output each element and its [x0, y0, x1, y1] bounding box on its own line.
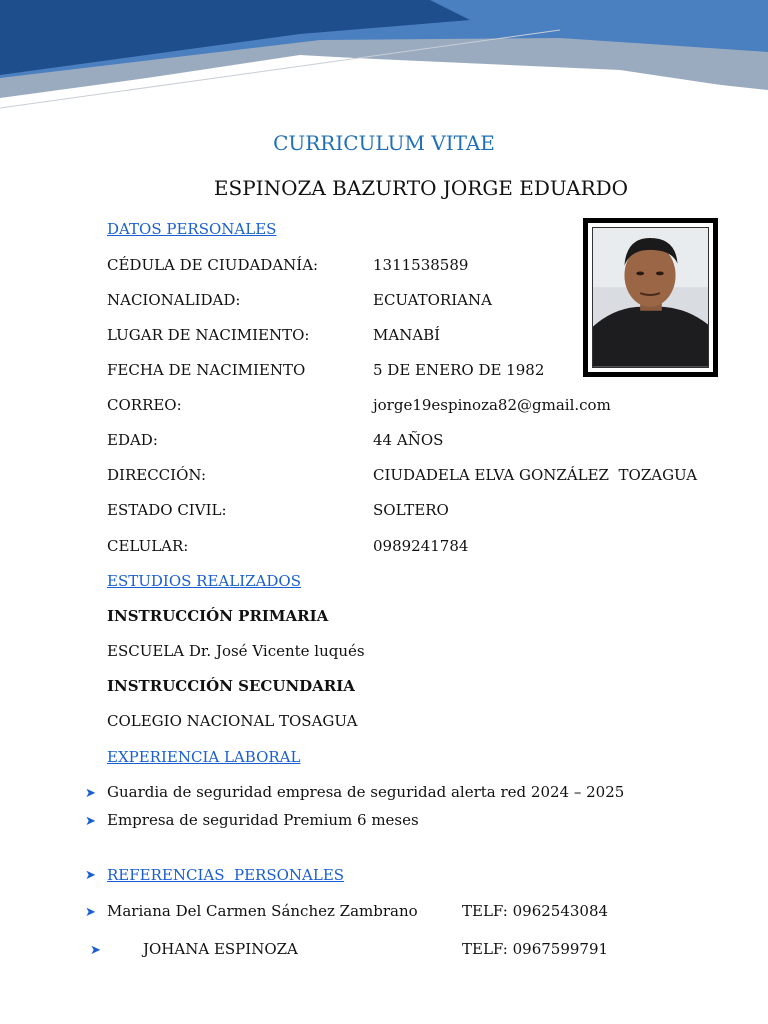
value-estado-civil: SOLTERO [373, 501, 449, 519]
label-fecha-nacimiento: FECHA DE NACIMIENTO [107, 361, 306, 379]
section-heading-references: REFERENCIAS PERSONALES [107, 866, 345, 884]
value-lugar-nacimiento: MANABÍ [373, 326, 441, 344]
value-correo: jorge19espinoza82@gmail.com [373, 396, 611, 414]
label-correo: CORREO: [107, 396, 182, 414]
label-edad: EDAD: [107, 431, 158, 449]
label-estado-civil: ESTADO CIVIL: [107, 501, 227, 519]
value-cedula: 1311538589 [373, 256, 469, 274]
value-fecha-nacimiento: 5 DE ENERO DE 1982 [373, 361, 545, 379]
profile-photo-frame [583, 218, 718, 377]
section-heading-personal: DATOS PERSONALES [107, 220, 277, 238]
value-direccion: CIUDADELA ELVA GONZÁLEZ TOZAGUA [373, 466, 698, 484]
reference-name: JOHANA ESPINOZA [143, 940, 298, 958]
label-cedula: CÉDULA DE CIUDADANÍA: [107, 256, 319, 274]
primary-school: ESCUELA Dr. José Vicente luqués [107, 642, 365, 660]
label-celular: CELULAR: [107, 537, 189, 555]
arrowhead-bullet-icon: ➤ [85, 786, 96, 801]
secondary-education-label: INSTRUCCIÓN SECUNDARIA [107, 677, 355, 695]
primary-education-label: INSTRUCCIÓN PRIMARIA [107, 607, 329, 625]
document-title: CURRICULUM VITAE [273, 131, 495, 155]
section-heading-experience: EXPERIENCIA LABORAL [107, 748, 301, 766]
reference-phone: TELF: 0967599791 [462, 940, 609, 958]
profile-photo [592, 227, 709, 368]
value-celular: 0989241784 [373, 537, 469, 555]
value-edad: 44 AÑOS [373, 431, 444, 449]
experience-item: Guardia de seguridad empresa de seguridad alerta red 2024 – 2025 [107, 783, 625, 801]
arrowhead-bullet-icon: ➤ [85, 868, 96, 883]
reference-name: Mariana Del Carmen Sánchez Zambrano [107, 902, 418, 920]
reference-phone: TELF: 0962543084 [462, 902, 609, 920]
value-nacionalidad: ECUATORIANA [373, 291, 492, 309]
experience-item: Empresa de seguridad Premium 6 meses [107, 811, 419, 829]
label-direccion: DIRECCIÓN: [107, 466, 207, 484]
arrowhead-bullet-icon: ➤ [85, 814, 96, 829]
arrowhead-bullet-icon: ➤ [90, 943, 101, 958]
section-heading-studies: ESTUDIOS REALIZADOS [107, 572, 301, 590]
label-nacionalidad: NACIONALIDAD: [107, 291, 241, 309]
person-name: ESPINOZA BAZURTO JORGE EDUARDO [213, 176, 629, 200]
label-lugar-nacimiento: LUGAR DE NACIMIENTO: [107, 326, 310, 344]
arrowhead-bullet-icon: ➤ [85, 905, 96, 920]
secondary-school: COLEGIO NACIONAL TOSAGUA [107, 712, 358, 730]
header-banner [0, 0, 768, 120]
